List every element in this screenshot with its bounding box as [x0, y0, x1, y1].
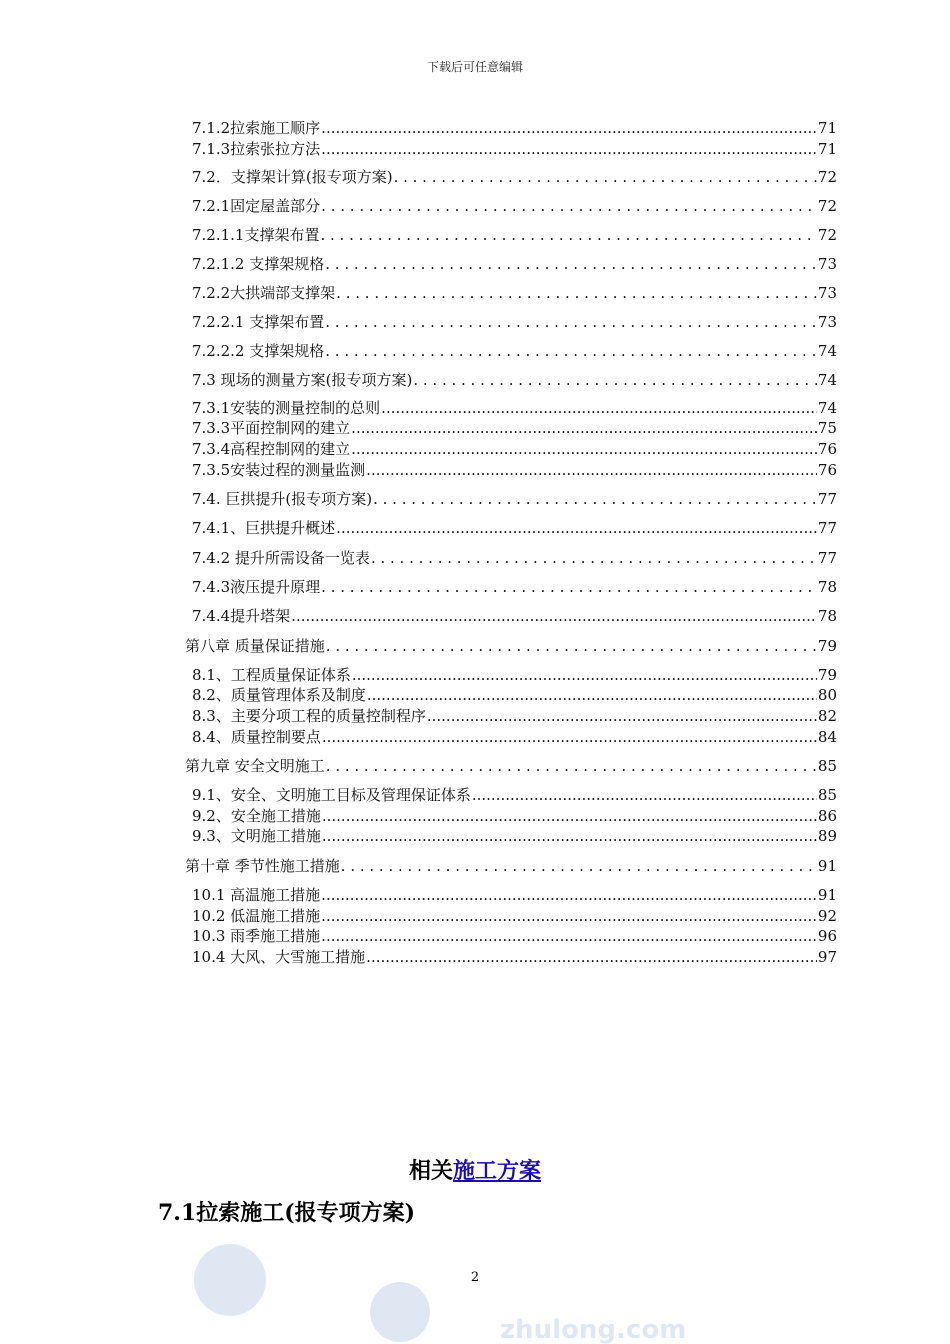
toc-leader-dots	[381, 399, 817, 417]
toc-entry-page: 96	[817, 927, 837, 945]
toc-entry-page: 74	[817, 371, 837, 389]
toc-entry-label: 7.4.2 提升所需设备一览表	[192, 549, 370, 567]
toc-entry-page: 91	[817, 857, 837, 875]
toc-entry[interactable]	[192, 438, 837, 459]
toc-entry-label: 7.2.2.1 支撑架布置	[192, 313, 325, 331]
watermark-text: zhulong.com	[500, 1315, 687, 1344]
toc-entry[interactable]	[192, 905, 837, 926]
toc-entry-label: 8.3、主要分项工程的质量控制程序	[192, 707, 426, 725]
toc-entry-label: 第八章 质量保证措施	[185, 637, 325, 655]
toc-entry-page: 74	[817, 342, 837, 360]
toc-entry-label: 8.1、工程质量保证体系	[192, 666, 351, 684]
toc-leader-dots	[472, 786, 817, 804]
toc-entry-page: 84	[817, 728, 837, 746]
toc-leader-dots	[341, 857, 817, 875]
toc-entry-label: 8.4、质量控制要点	[192, 728, 321, 746]
toc-leader-dots	[336, 284, 817, 302]
toc-entry-label: 7.3.4高程控制网的建立	[192, 440, 351, 458]
toc-leader-dots	[351, 419, 817, 437]
toc-leader-dots	[321, 927, 817, 945]
toc-entry-label: 7.2．支撑架计算(报专项方案)	[192, 168, 393, 186]
toc-entry[interactable]	[192, 488, 837, 509]
toc-entry[interactable]	[192, 311, 837, 332]
toc-entry[interactable]	[192, 117, 837, 138]
toc-leader-dots	[366, 948, 817, 966]
toc-entry-page: 80	[817, 686, 837, 704]
toc-leader-dots	[427, 707, 817, 725]
toc-entry-label: 9.3、文明施工措施	[192, 827, 321, 845]
toc-entry[interactable]	[192, 946, 837, 967]
toc-entry-label: 第九章 安全文明施工	[185, 757, 325, 775]
toc-entry-page: 71	[817, 140, 837, 158]
toc-entry[interactable]	[192, 224, 837, 245]
toc-leader-dots	[351, 440, 817, 458]
toc-entry[interactable]	[192, 166, 837, 187]
toc-leader-dots	[326, 757, 817, 775]
toc-leader-dots	[352, 666, 817, 684]
toc-entry-label: 7.4.1、巨拱提升概述	[192, 519, 336, 537]
toc-entry-page: 76	[817, 461, 837, 479]
toc-entry[interactable]	[192, 517, 837, 538]
page-number: 2	[470, 1270, 480, 1285]
toc-entry-label: 9.2、安全施工措施	[192, 807, 321, 825]
toc-leader-dots	[320, 226, 816, 244]
toc-leader-dots	[373, 490, 817, 508]
toc-leader-dots	[413, 371, 817, 389]
toc-entry-page: 77	[817, 490, 837, 508]
toc-entry-label: 8.2、质量管理体系及制度	[192, 686, 366, 704]
toc-entry[interactable]	[192, 726, 837, 747]
toc-entry-page: 77	[817, 549, 837, 567]
section-title	[0, 1154, 950, 1185]
section-title-link[interactable]: 施工方案	[453, 1158, 542, 1184]
toc-entry[interactable]	[192, 884, 837, 905]
toc-entry-label: 7.2.2.2 支撑架规格	[192, 342, 325, 360]
toc-entry[interactable]	[185, 635, 837, 656]
toc-entry-page: 85	[817, 786, 837, 804]
toc-entry-page: 74	[817, 399, 837, 417]
toc-entry-page: 77	[817, 519, 837, 537]
toc-entry-page: 73	[817, 284, 837, 302]
subsection-title: 7.1拉索施工(报专项方案)	[158, 1200, 416, 1226]
toc-entry-page: 78	[817, 578, 837, 596]
toc-entry-page: 82	[817, 707, 837, 725]
toc-entry-page: 72	[817, 197, 837, 215]
toc-leader-dots	[321, 140, 817, 158]
toc-entry[interactable]	[192, 369, 837, 390]
toc-entry[interactable]	[192, 605, 837, 626]
toc-entry-label: 第十章 季节性施工措施	[185, 857, 340, 875]
toc-leader-dots	[371, 549, 817, 567]
toc-entry[interactable]	[192, 784, 837, 805]
toc-entry[interactable]	[192, 825, 837, 846]
toc-leader-dots	[321, 119, 817, 137]
toc-entry[interactable]	[192, 664, 837, 685]
toc-entry[interactable]	[192, 925, 837, 946]
toc-entry-label: 7.2.1固定屋盖部分	[192, 197, 321, 215]
toc-leader-dots	[291, 607, 817, 625]
toc-leader-dots	[322, 807, 817, 825]
toc-leader-dots	[321, 578, 817, 596]
toc-entry-page: 97	[817, 948, 837, 966]
toc-entry-label: 7.3.1安装的测量控制的总则	[192, 399, 381, 417]
toc-entry-page: 89	[817, 827, 837, 845]
toc-leader-dots	[321, 886, 817, 904]
toc-entry[interactable]	[192, 805, 837, 826]
toc-leader-dots	[366, 461, 817, 479]
toc-entry[interactable]	[192, 459, 837, 480]
toc-entry[interactable]	[192, 684, 837, 705]
toc-entry-label: 7.4.3液压提升原理	[192, 578, 321, 596]
toc-entry-label: 10.2 低温施工措施	[192, 907, 321, 925]
toc-entry-page: 76	[817, 440, 837, 458]
toc-entry-label: 9.1、安全、文明施工目标及管理保证体系	[192, 786, 471, 804]
toc-leader-dots	[367, 686, 817, 704]
toc-entry[interactable]	[192, 417, 837, 438]
toc-entry[interactable]	[192, 253, 837, 274]
toc-entry-page: 92	[817, 907, 837, 925]
toc-entry-label: 7.3.5安装过程的测量监测	[192, 461, 366, 479]
toc-leader-dots	[336, 519, 817, 537]
toc-leader-dots	[325, 255, 817, 273]
toc-entry-label: 7.4. 巨拱提升(报专项方案)	[192, 490, 373, 508]
toc-entry-label: 7.4.4提升塔架	[192, 607, 291, 625]
toc-entry-page: 73	[817, 255, 837, 273]
toc-entry-label: 7.1.2拉索施工顺序	[192, 119, 321, 137]
toc-entry[interactable]	[192, 138, 837, 159]
toc-entry-page: 73	[817, 313, 837, 331]
toc-entry-page: 72	[817, 226, 837, 244]
toc-entry-page: 78	[817, 607, 837, 625]
section-title-prefix: 相关	[408, 1158, 453, 1184]
toc-leader-dots	[322, 728, 817, 746]
toc-leader-dots	[326, 637, 817, 655]
toc-entry[interactable]	[192, 705, 837, 726]
toc-entry[interactable]	[192, 576, 837, 597]
toc-entry[interactable]	[192, 547, 837, 568]
toc-entry[interactable]	[192, 282, 837, 303]
toc-entry-page: 91	[817, 886, 837, 904]
toc-entry-label: 7.2.1.2 支撑架规格	[192, 255, 325, 273]
toc-entry-label: 10.4 大风、大雪施工措施	[192, 948, 366, 966]
toc-entry-page: 75	[817, 419, 837, 437]
toc-entry[interactable]	[192, 397, 837, 418]
toc-entry-page: 79	[817, 637, 837, 655]
toc-entry[interactable]	[192, 195, 837, 216]
toc-entry-page: 72	[817, 168, 837, 186]
toc-leader-dots	[322, 827, 817, 845]
toc-entry-label: 7.2.1.1支撑架布置	[192, 226, 320, 244]
toc-leader-dots	[325, 342, 817, 360]
toc-leader-dots	[394, 168, 817, 186]
toc-leader-dots	[321, 907, 817, 925]
toc-leader-dots	[321, 197, 817, 215]
toc-entry-page: 71	[817, 119, 837, 137]
toc-entry-label: 10.3 雨季施工措施	[192, 927, 321, 945]
toc-entry-label: 7.1.3拉索张拉方法	[192, 140, 321, 158]
toc-entry[interactable]	[185, 855, 837, 876]
toc-entry-label: 7.3.3平面控制网的建立	[192, 419, 351, 437]
page-header: 下载后可任意编辑	[426, 60, 523, 74]
toc-entry-label: 7.2.2大拱端部支撑架	[192, 284, 336, 302]
toc-entry-label: 7.3 现场的测量方案(报专项方案)	[192, 371, 413, 389]
toc-entry-page: 79	[817, 666, 837, 684]
toc-entry[interactable]	[192, 340, 837, 361]
watermark-logo	[170, 1232, 730, 1344]
toc-entry-page: 86	[817, 807, 837, 825]
toc-entry[interactable]	[185, 755, 837, 776]
toc-entry-label: 10.1 高温施工措施	[192, 886, 321, 904]
toc-leader-dots	[325, 313, 817, 331]
toc-entry-page: 85	[817, 757, 837, 775]
